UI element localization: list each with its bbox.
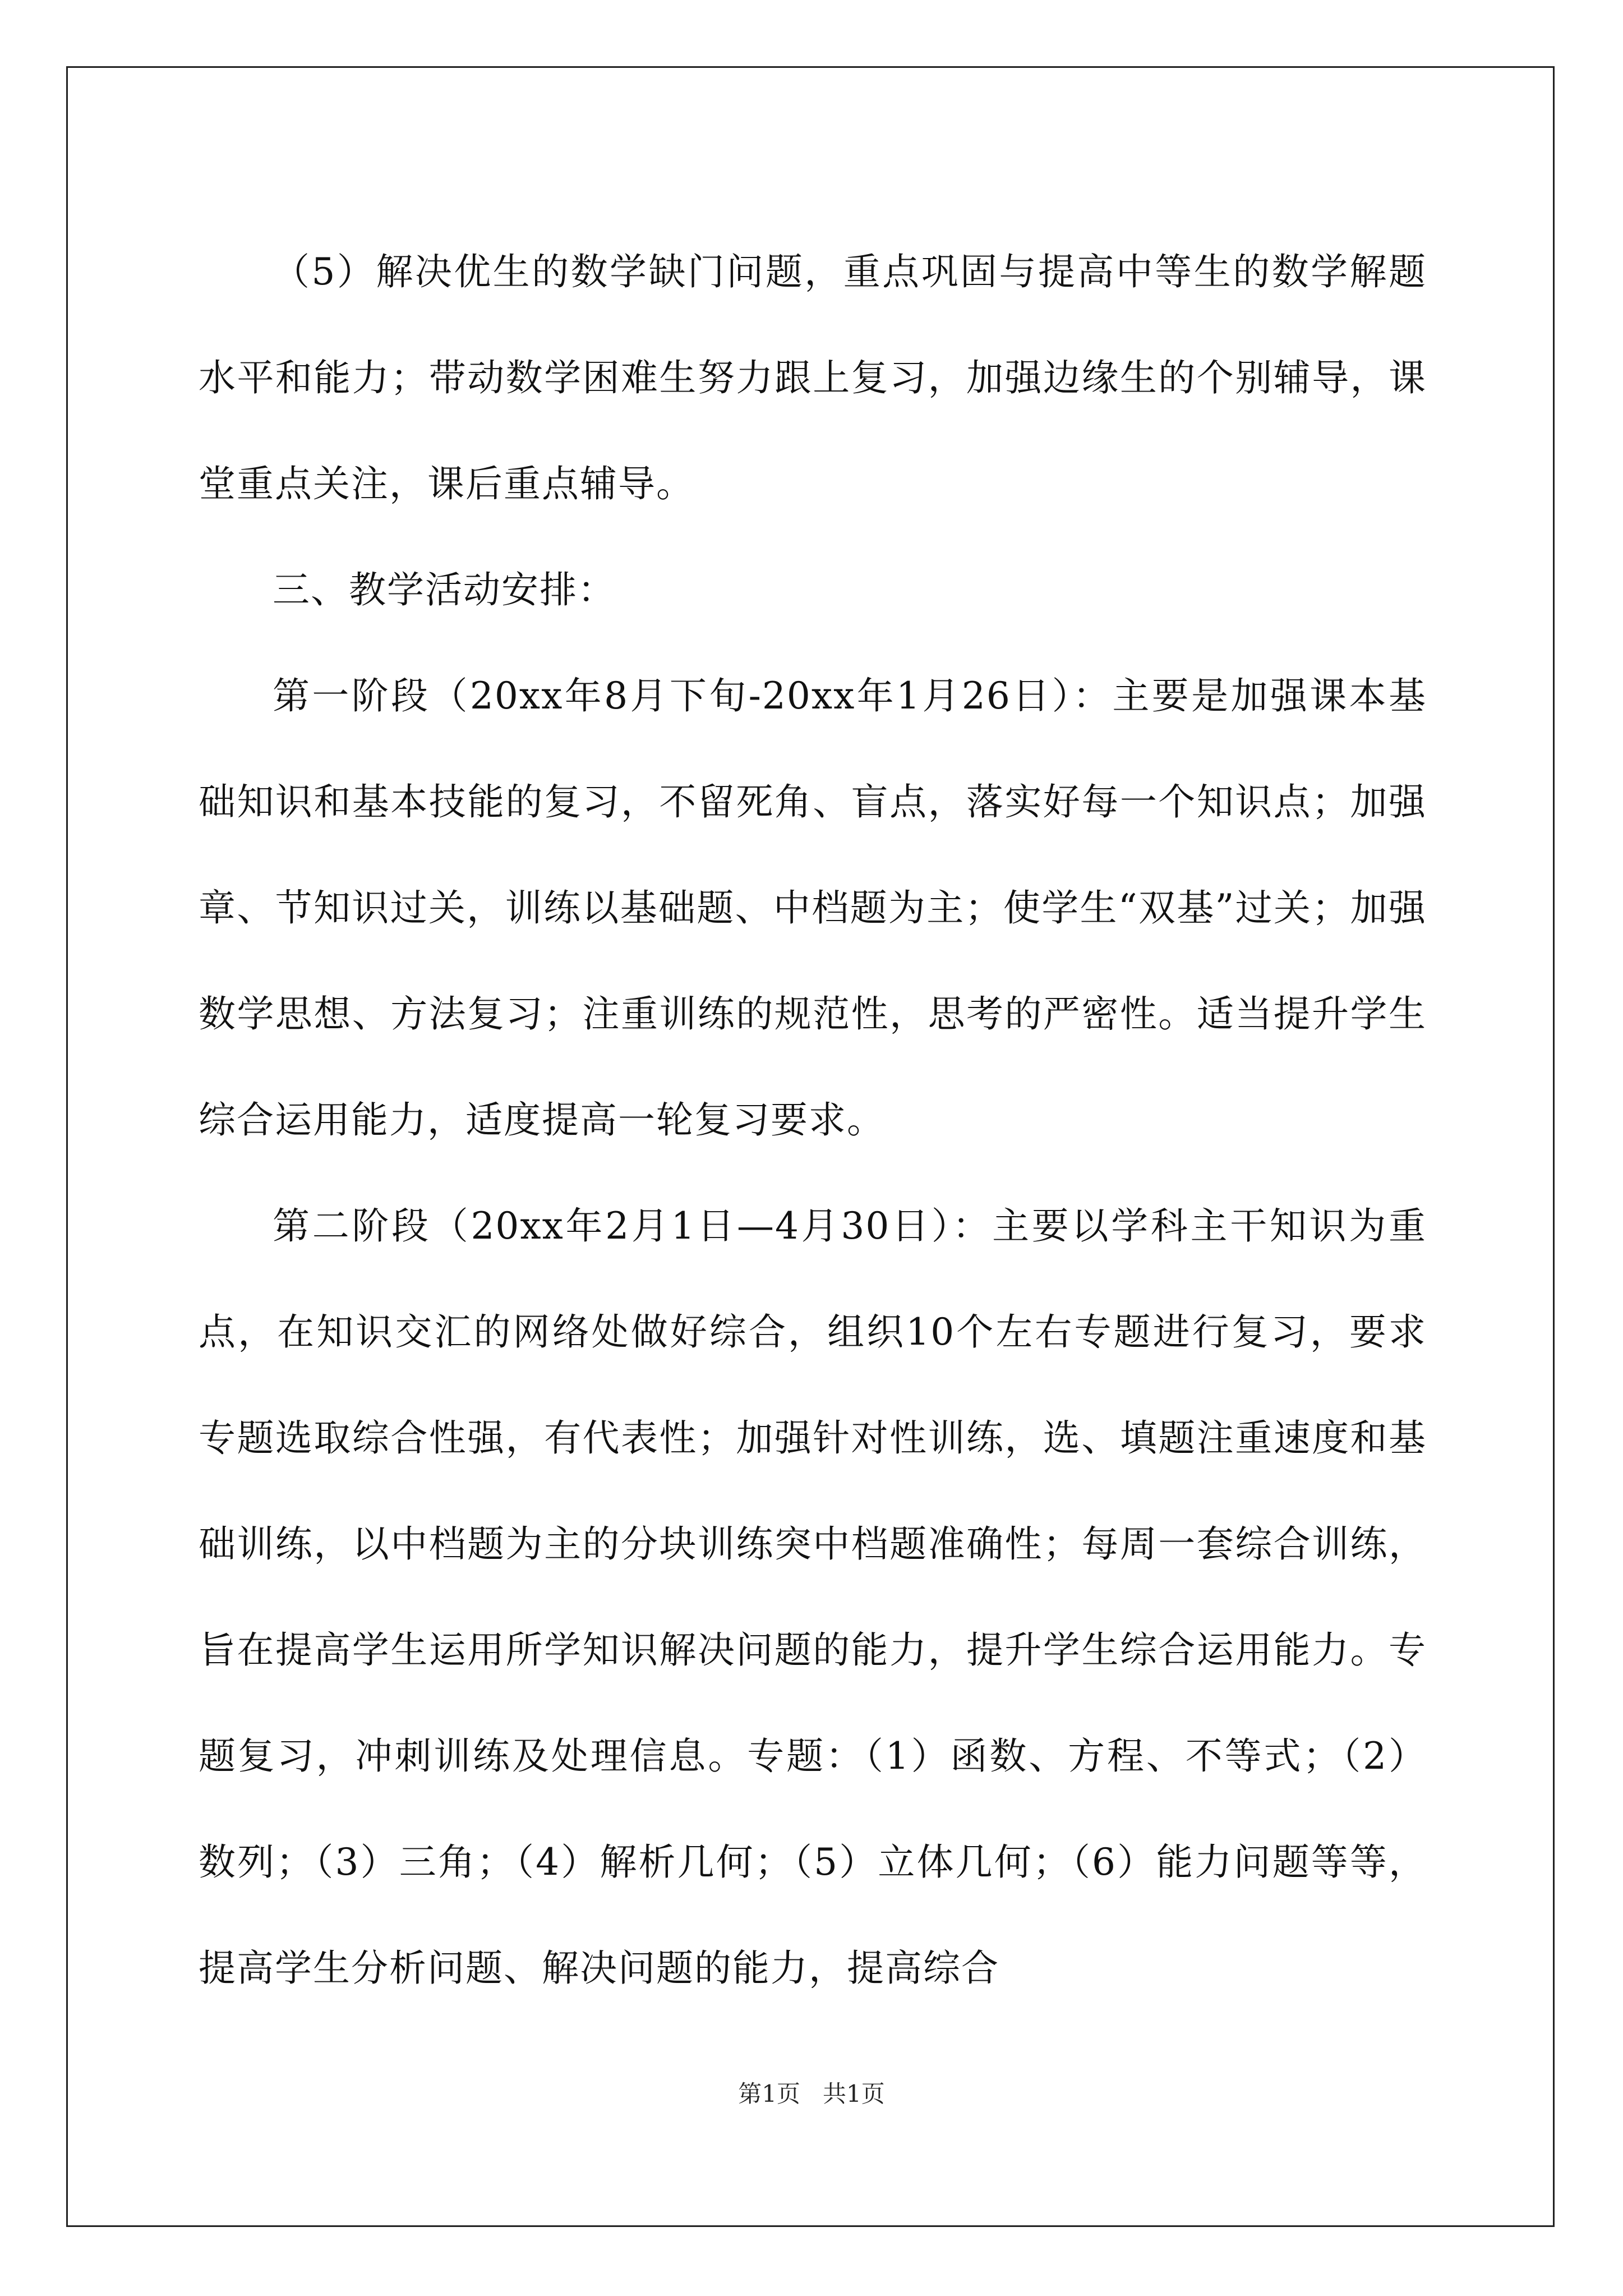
document-body (199, 219, 1427, 2021)
page-number: 第1页 (738, 2080, 800, 2108)
paragraph-1: （5）解决优生的数学缺门问题，重点巩固与提高中等生的数学解题水平和能力；带动数学困难生努力跟上复习，加强边缘生的个别辅导，课堂重点关注，课后重点辅导。 (199, 250, 1427, 505)
section-heading: 三、教学活动安排： (273, 568, 616, 611)
paragraph-stage-one: 第一阶段（20xx年8月下旬-20xx年1月26日）：主要是加强课本基础知识和基本技能的复习，不留死角、盲点，落实好每一个知识点；加强章、节知识过关，训练以基础题、中档题为主；使学生“双基”过关；加强数学思想、方法复习；注重训练的规范性，思考的严密性。适当提升学生综合运用能力，适度提高一轮复习要求。 (199, 674, 1427, 1142)
paragraph-stage-two: 第二阶段（20xx年2月1日—4月30日）：主要以学科主干知识为重点，在知识交汇的网络处做好综合，组织10个左右专题进行复习，要求专题选取综合性强，有代表性；加强针对性训练，选、填题注重速度和基础训练，以中档题为主的分块训练突中档题准确性；每周一套综合训练，旨在提高学生运用所学知识解决问题的能力，提升学生综合运用能力。专题复习，冲刺训练及处理信息。专题：（1）函数、方程、不等式；（2）数列；（3）三角；（4）解析几何；（5）立体几何；（6）能力问题等等，提高学生分析问题、解决问题的能力，提高综合 (199, 1204, 1427, 1990)
page-total: 共1页 (823, 2080, 885, 2108)
page-footer (0, 2076, 1623, 2109)
